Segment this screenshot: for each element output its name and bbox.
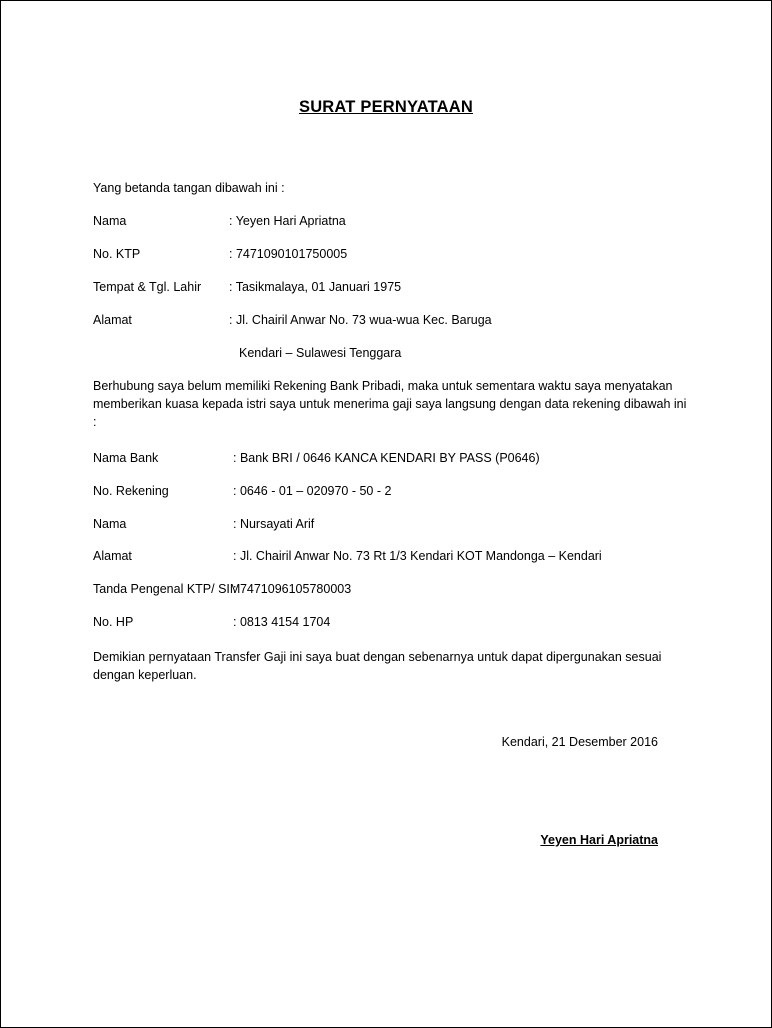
recipient-phone-label: No. HP — [93, 615, 134, 629]
person-ktp-value: : 7471090101750005 — [229, 247, 348, 261]
recipient-address-label: Alamat — [93, 549, 132, 563]
bank-name-value: : Bank BRI / 0646 KANCA KENDARI BY PASS (P0646) — [233, 451, 540, 465]
person-address-value-line2: Kendari – Sulawesi Tenggara — [239, 346, 402, 360]
bank-account-value: : 0646 - 01 – 020970 - 50 - 2 — [233, 484, 392, 498]
recipient-id-value: : 7471096105780003 — [233, 582, 352, 596]
document-title: SURAT PERNYATAAN — [298, 98, 474, 116]
person-name-value: : Yeyen Hari Apriatna — [229, 214, 346, 228]
recipient-id-label: Tanda Pengenal KTP/ SIM — [93, 582, 241, 596]
person-name-label: Nama — [93, 214, 127, 228]
intro-text: Yang betanda tangan dibawah ini : — [93, 181, 285, 195]
closing-paragraph: Demikian pernyataan Transfer Gaji ini saya buat dengan sebenarnya untuk dapat dipergunakan sesuai dengan keperluan. — [93, 650, 662, 682]
person-birth-label: Tempat & Tgl. Lahir — [93, 280, 202, 294]
person-birth-value: : Tasikmalaya, 01 Januari 1975 — [229, 280, 402, 294]
recipient-name-value: : Nursayati Arif — [233, 517, 315, 531]
person-ktp-label: No. KTP — [93, 247, 141, 261]
recipient-phone-value: : 0813 4154 1704 — [233, 615, 331, 629]
recipient-address-value: : Jl. Chairil Anwar No. 73 Rt 1/3 Kendari KOT Mandonga – Kendari — [233, 549, 602, 563]
recipient-name-label: Nama — [93, 517, 127, 531]
person-address-value: : Jl. Chairil Anwar No. 73 wua-wua Kec. Baruga — [229, 313, 492, 327]
signatory-name: Yeyen Hari Apriatna — [540, 833, 658, 847]
bank-name-label: Nama Bank — [93, 451, 159, 465]
person-address-label: Alamat — [93, 313, 132, 327]
statement-paragraph: Berhubung saya belum memiliki Rekening Bank Pribadi, maka untuk sementara waktu saya menyatakan memberikan kuasa kepada istri saya untuk menerima gaji saya langsung dengan data rekening dibawah ini : — [93, 379, 687, 429]
bank-account-label: No. Rekening — [93, 484, 169, 498]
place-date: Kendari, 21 Desember 2016 — [501, 735, 658, 749]
